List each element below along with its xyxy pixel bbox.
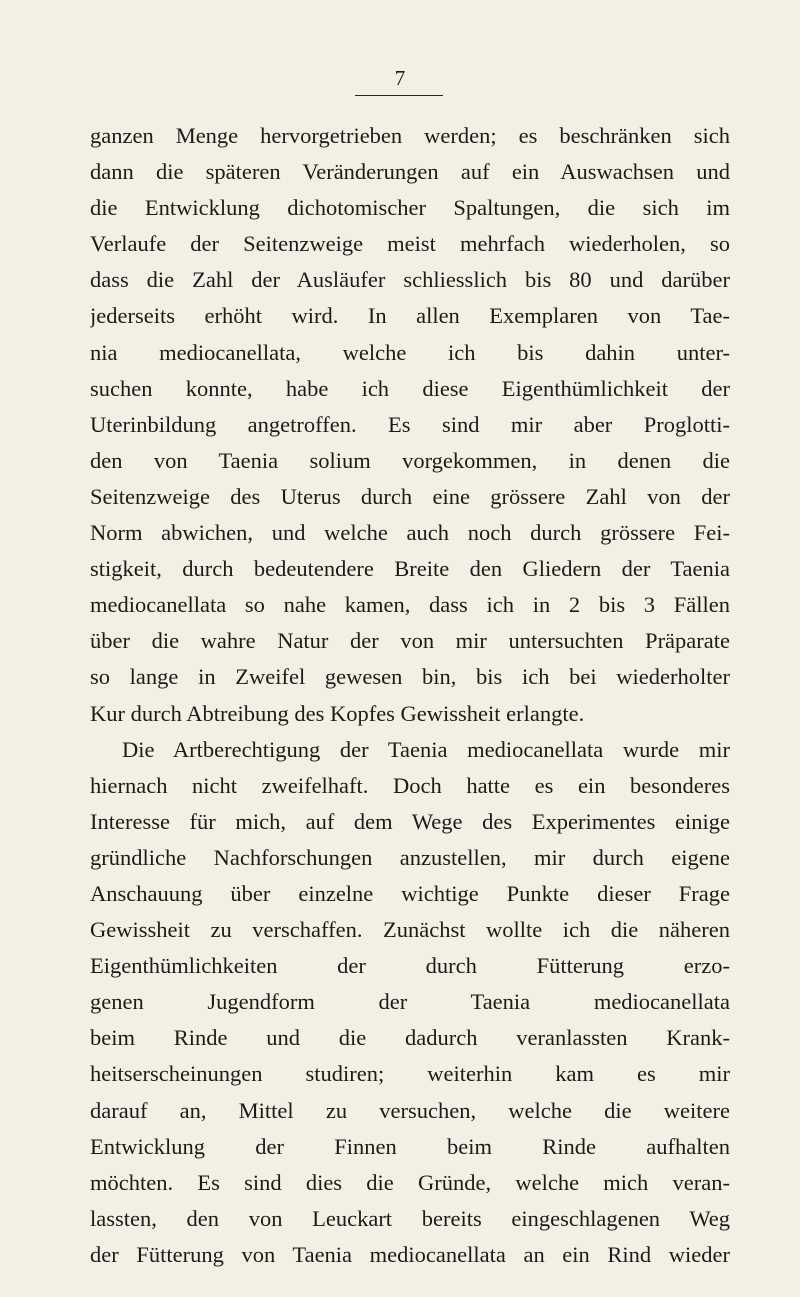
text-line: dass die Zahl der Ausläufer schliesslich bis 80 und darüber	[90, 267, 730, 293]
text-line: der Fütterung von Taenia mediocanellata an ein Rind wieder	[90, 1241, 730, 1267]
text-line: genen Jugendform der Taenia mediocanellata	[90, 989, 730, 1015]
text-line: Gewissheit zu verschaffen. Zunächst wollte ich die näheren	[90, 917, 730, 943]
page-number-rule	[355, 95, 443, 96]
page-number: 7	[394, 66, 406, 90]
text-line: über die wahre Natur der von mir untersuchten Präparate	[90, 628, 730, 654]
text-line: stigkeit, durch bedeutendere Breite den Gliedern der Taenia	[90, 556, 730, 582]
text-line: die Entwicklung dichotomischer Spaltungen, die sich im	[90, 195, 730, 221]
text-line: Eigenthümlichkeiten der durch Fütterung erzo-	[90, 953, 730, 979]
text-line: suchen konnte, habe ich diese Eigenthümlichkeit der	[90, 375, 730, 401]
text-line: heitserscheinungen studiren; weiterhin kam es mir	[90, 1061, 730, 1087]
text-line: beim Rinde und die dadurch veranlassten Krank-	[90, 1025, 730, 1051]
text-line: ganzen Menge hervorgetrieben werden; es beschränken sich	[90, 123, 730, 148]
text-line: nia mediocanellata, welche ich bis dahin unter-	[90, 339, 730, 365]
text-line: Interesse für mich, auf dem Wege des Experimentes einige	[90, 808, 730, 834]
text-line: Uterinbildung angetroffen. Es sind mir aber Proglotti-	[90, 411, 730, 437]
text-line: jederseits erhöht wird. In allen Exemplaren von Tae-	[90, 303, 730, 329]
text-line: Seitenzweige des Uterus durch eine grössere Zahl von der	[90, 483, 730, 509]
text-line: Kur durch Abtreibung des Kopfes Gewissheit erlangte.	[90, 700, 585, 726]
text-line: lassten, den von Leuckart bereits eingeschlagenen Weg	[90, 1205, 730, 1231]
text-line: gründliche Nachforschungen anzustellen, mir durch eigene	[90, 844, 730, 870]
text-line: mediocanellata so nahe kamen, dass ich in 2 bis 3 Fällen	[90, 592, 730, 618]
text-line: Verlaufe der Seitenzweige meist mehrfach wiederholen, so	[90, 231, 730, 257]
body-text	[90, 118, 730, 1273]
text-line: hiernach nicht zweifelhaft. Doch hatte es ein besonderes	[90, 772, 730, 798]
paragraph-1	[90, 118, 730, 732]
text-line: Entwicklung der Finnen beim Rinde aufhalten	[90, 1133, 730, 1159]
text-line: Die Artberechtigung der Taenia mediocanellata wurde mir	[122, 736, 730, 762]
text-line: dann die späteren Veränderungen auf ein Auswachsen und	[90, 159, 730, 185]
text-line: Norm abwichen, und welche auch noch durch grössere Fei-	[90, 520, 730, 546]
text-line: möchten. Es sind dies die Gründe, welche mich veran-	[90, 1169, 730, 1195]
paragraph-2	[90, 732, 730, 1273]
text-line: so lange in Zweifel gewesen bin, bis ich bei wiederholter	[90, 664, 730, 690]
text-line: Anschauung über einzelne wichtige Punkte dieser Frage	[90, 880, 730, 906]
text-line: den von Taenia solium vorgekommen, in denen die	[90, 447, 730, 473]
text-line: darauf an, Mittel zu versuchen, welche die weitere	[90, 1097, 730, 1123]
